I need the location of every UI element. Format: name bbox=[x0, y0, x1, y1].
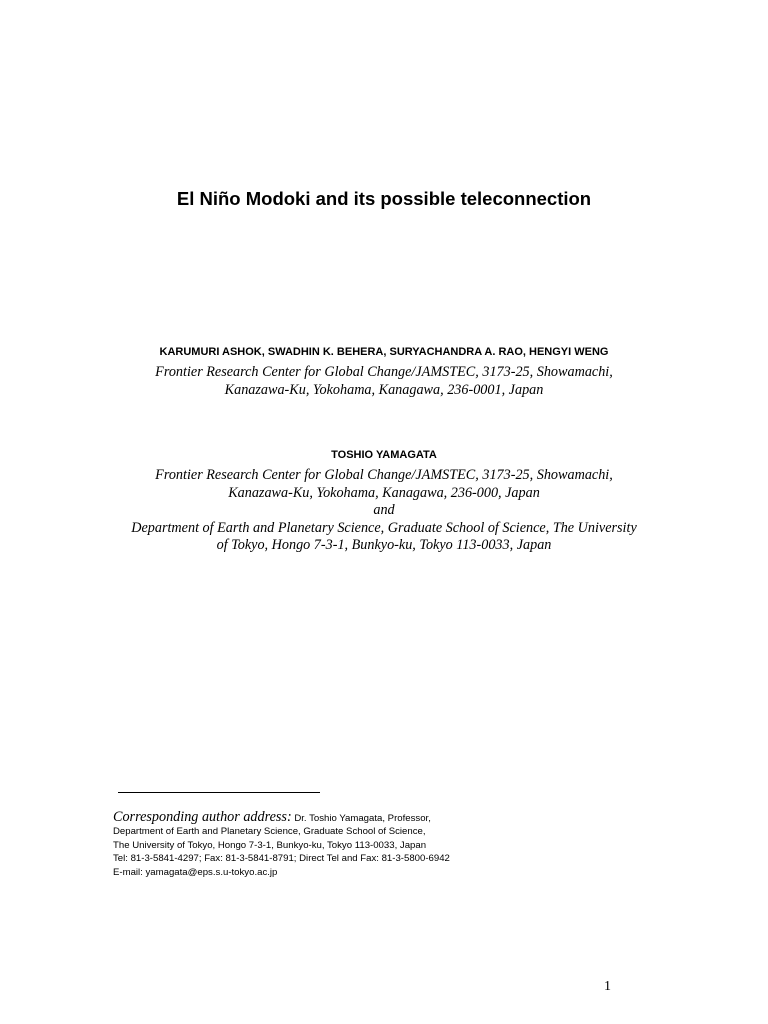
footnote-email: E-mail: yamagata@eps.s.u-tokyo.ac.jp bbox=[113, 866, 278, 878]
corresponding-author-name: TOSHIO YAMAGATA bbox=[331, 449, 437, 461]
page-number: 1 bbox=[604, 979, 611, 994]
footnote bbox=[113, 811, 673, 879]
paper-title: El Niño Modoki and its possible teleconnection bbox=[176, 188, 592, 209]
footnote-divider bbox=[118, 792, 320, 793]
affiliation-line: Department of Earth and Planetary Science, Graduate School of Science, The University bbox=[131, 519, 637, 536]
footnote-text: Dr. Toshio Yamagata, Professor, bbox=[294, 813, 431, 824]
footnote-line: Department of Earth and Planetary Science, Graduate School of Science, bbox=[113, 826, 426, 838]
author-list: KARUMURI ASHOK, SWADHIN K. BEHERA, SURYACHANDRA A. RAO, HENGYI WENG bbox=[159, 346, 609, 358]
affiliation-line: Frontier Research Center for Global Change/JAMSTEC, 3173-25, Showamachi, bbox=[155, 467, 613, 483]
affiliation-line: of Tokyo, Hongo 7-3-1, Bunkyo-ku, Tokyo 113-0033, Japan bbox=[216, 537, 552, 553]
footnote-first-line bbox=[113, 811, 673, 825]
affiliation-line: Frontier Research Center for Global Change/JAMSTEC, 3173-25, Showamachi, bbox=[155, 364, 613, 380]
affiliation-block bbox=[0, 467, 768, 555]
affiliation-block bbox=[0, 364, 768, 399]
affiliation-conjunction: and bbox=[373, 502, 395, 518]
footnote-label: Corresponding author address: bbox=[113, 809, 292, 825]
affiliation-line: Kanazawa-Ku, Yokohama, Kanagawa, 236-0001, Japan bbox=[224, 381, 544, 398]
footnote-line: The University of Tokyo, Hongo 7-3-1, Bunkyo-ku, Tokyo 113-0033, Japan bbox=[113, 839, 427, 851]
affiliation-line: Kanazawa-Ku, Yokohama, Kanagawa, 236-000, Japan bbox=[228, 484, 540, 501]
footnote-line: Tel: 81-3-5841-4297; Fax: 81-3-5841-8791; Direct Tel and Fax: 81-3-5800-6942 bbox=[113, 853, 450, 865]
